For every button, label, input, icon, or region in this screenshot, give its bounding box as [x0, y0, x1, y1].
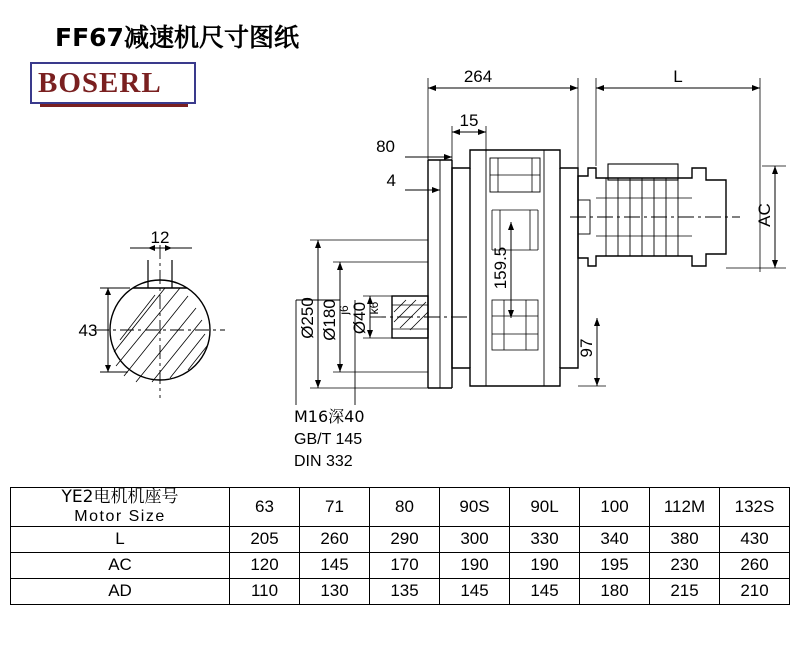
table-header-size-1: 71 [300, 488, 370, 527]
dim-label-43: 43 [78, 321, 98, 340]
cell-AD-4: 145 [510, 578, 580, 604]
cell-AD-5: 180 [580, 578, 650, 604]
table-header-size-0: 63 [230, 488, 300, 527]
table-header-label-cn: YE2电机机座号 [61, 487, 179, 507]
cell-AD-2: 135 [370, 578, 440, 604]
table-row [11, 552, 790, 578]
motor-size-table [10, 487, 790, 605]
table-header-size-6: 112M [650, 488, 720, 527]
dim-label-264: 264 [463, 67, 493, 86]
table-header-label [11, 488, 230, 527]
dim-label-15: 15 [459, 111, 479, 130]
cell-L-7: 430 [720, 526, 790, 552]
row-label-AC: AC [11, 552, 230, 578]
note-line-2: GB/T 145 [294, 431, 363, 448]
dim-label-4: 4 [386, 171, 396, 190]
row-label-AD: AD [11, 578, 230, 604]
cell-L-6: 380 [650, 526, 720, 552]
dim-label-40: Ø40 [350, 301, 369, 335]
cell-AC-5: 195 [580, 552, 650, 578]
cell-AC-1: 145 [300, 552, 370, 578]
dim-label-L: L [673, 67, 683, 86]
row-label-L: L [11, 526, 230, 552]
cell-L-2: 290 [370, 526, 440, 552]
brand-logo-text: BOSERL [38, 67, 162, 99]
cell-AC-7: 260 [720, 552, 790, 578]
cell-AC-6: 230 [650, 552, 720, 578]
table-header-size-7: 132S [720, 488, 790, 527]
dim-label-180: Ø180 [320, 299, 339, 341]
cell-AD-6: 215 [650, 578, 720, 604]
cell-AD-3: 145 [440, 578, 510, 604]
dim-label-97: 97 [577, 338, 596, 358]
cell-L-0: 205 [230, 526, 300, 552]
table-header-size-3: 90S [440, 488, 510, 527]
cell-L-4: 330 [510, 526, 580, 552]
dim-label-80: 80 [376, 137, 395, 156]
table-header-size-2: 80 [370, 488, 440, 527]
cell-L-1: 260 [300, 526, 370, 552]
table-header-size-4: 90L [510, 488, 580, 527]
dim-label-AC: AC [755, 203, 774, 227]
cell-AD-0: 110 [230, 578, 300, 604]
cell-AD-7: 210 [720, 578, 790, 604]
table-row [11, 578, 790, 604]
table-row [11, 526, 790, 552]
note-line-1: M16深40 [294, 407, 365, 426]
table-header-size-5: 100 [580, 488, 650, 527]
dim-label-40-tol: k6 [367, 301, 381, 315]
cell-AC-4: 190 [510, 552, 580, 578]
cell-AC-2: 170 [370, 552, 440, 578]
cell-L-5: 340 [580, 526, 650, 552]
dim-label-250: Ø250 [298, 297, 317, 339]
dim-label-159-5: 159.5 [491, 246, 510, 290]
cell-AC-0: 120 [230, 552, 300, 578]
cell-AC-3: 190 [440, 552, 510, 578]
dim-label-180-tol: j6 [337, 305, 351, 315]
note-line-3: DIN 332 [294, 453, 353, 470]
dim-label-12: 12 [150, 228, 170, 247]
table-header-row [11, 488, 790, 527]
cell-AD-1: 130 [300, 578, 370, 604]
table-header-label-en: Motor Size [74, 507, 166, 525]
cell-L-3: 300 [440, 526, 510, 552]
page-title: FF67减速机尺寸图纸 [55, 23, 299, 52]
